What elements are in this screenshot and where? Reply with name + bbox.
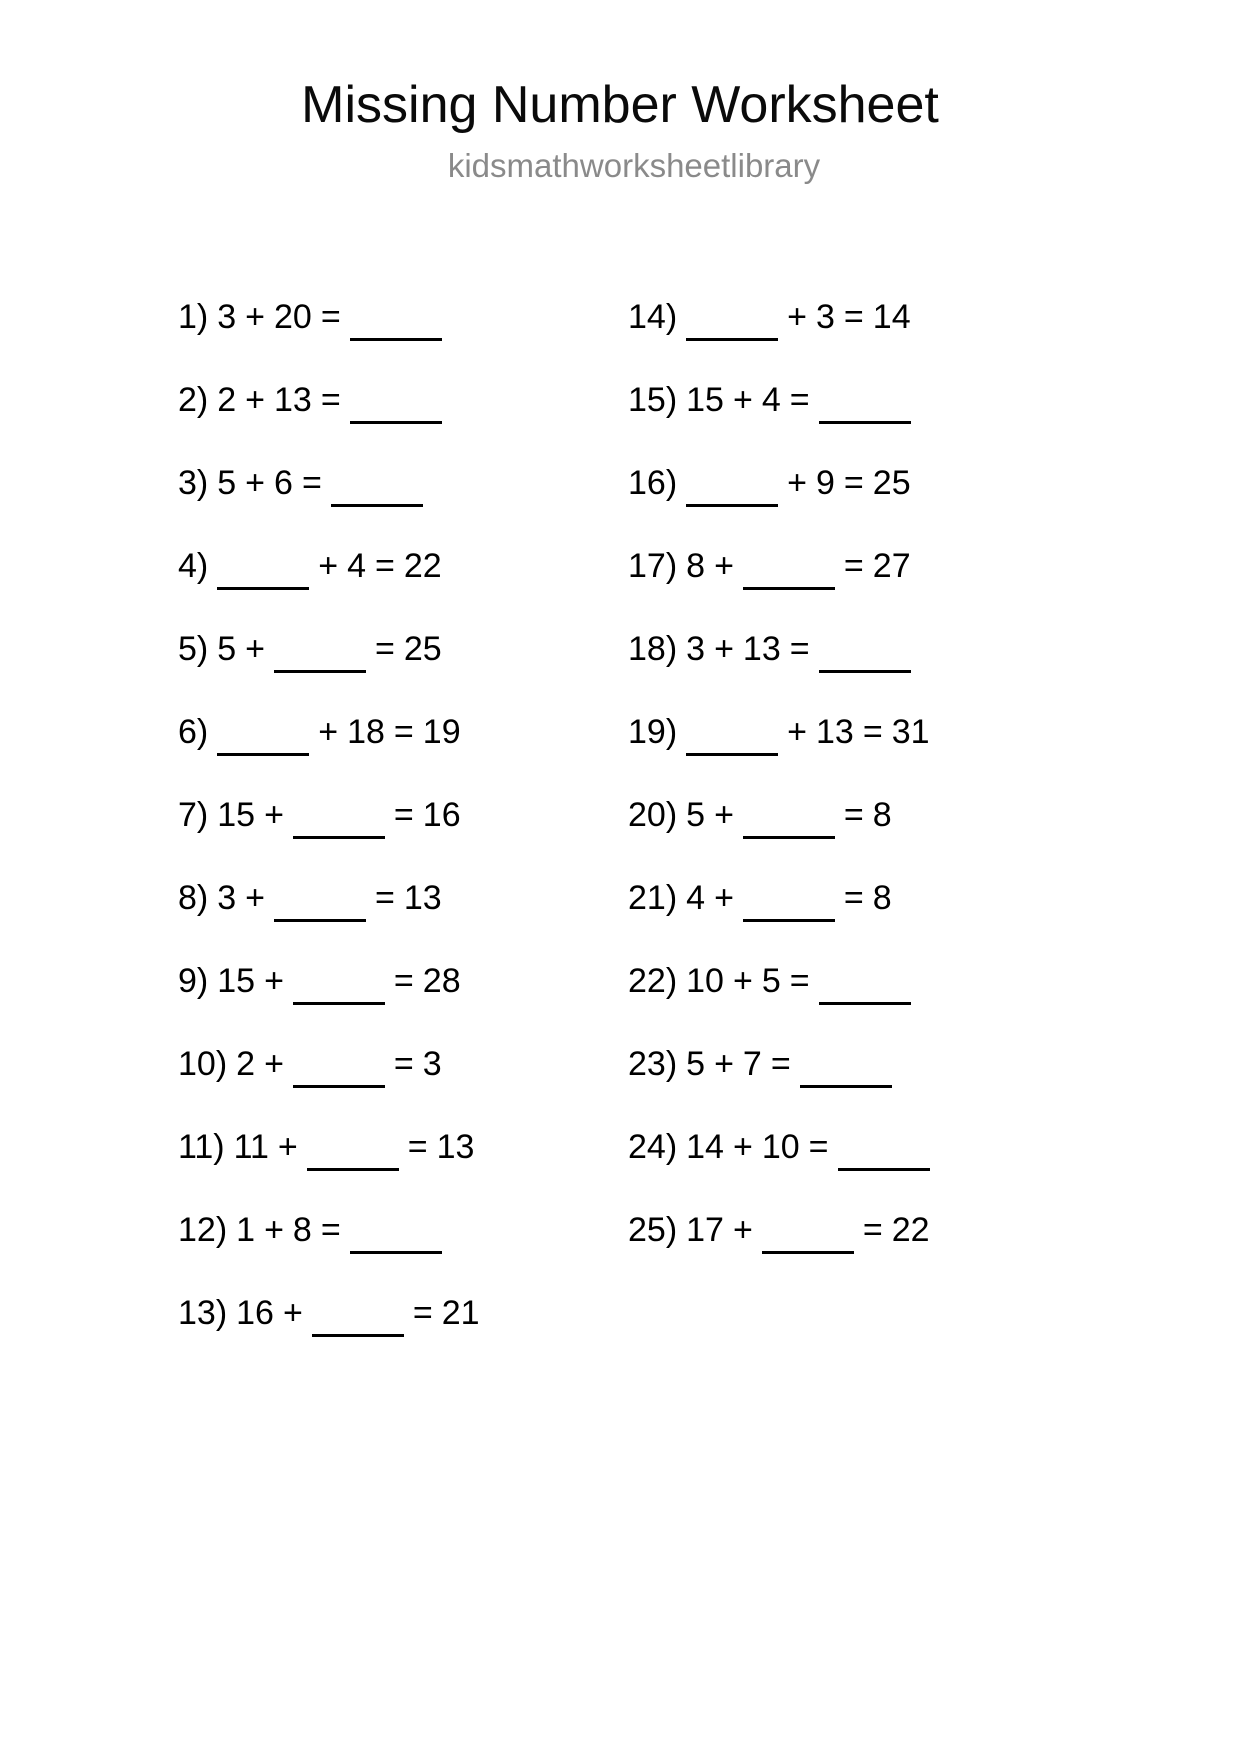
equals-operator: = [843, 879, 864, 917]
operand-first: 2 [217, 381, 237, 419]
problem-number: 25) [628, 1211, 678, 1249]
problem-row [178, 632, 628, 715]
result-value: 25 [872, 464, 911, 502]
answer-blank[interactable] [743, 561, 835, 590]
answer-blank[interactable] [762, 1225, 854, 1254]
answer-blank[interactable] [819, 644, 911, 673]
plus-operator: + [732, 1128, 753, 1166]
problem-row [178, 300, 628, 383]
problem-row [178, 1296, 628, 1379]
problem-row [178, 964, 628, 1047]
operand-first: 15 [686, 381, 724, 419]
equals-operator: = [808, 1128, 829, 1166]
plus-operator: + [264, 1045, 284, 1083]
plus-operator: + [245, 879, 266, 917]
answer-blank[interactable] [819, 395, 911, 424]
page-title: Missing Number Worksheet [301, 76, 939, 134]
problem-row [628, 715, 1058, 798]
problem-number: 22) [628, 962, 678, 1000]
result-value: 27 [872, 547, 911, 585]
operand-second: 18 [347, 713, 385, 751]
plus-operator: + [714, 879, 734, 917]
problem-number: 8) [178, 879, 209, 917]
problem-number: 20) [628, 796, 678, 834]
plus-operator: + [318, 713, 339, 751]
answer-blank[interactable] [307, 1142, 399, 1171]
operand-first: 3 [686, 630, 706, 668]
operand-second: 10 [761, 1128, 800, 1166]
plus-operator: + [245, 464, 266, 502]
plus-operator: + [245, 381, 266, 419]
operand-first: 17 [686, 1211, 724, 1249]
problem-row [628, 1213, 1058, 1296]
problem-number: 6) [178, 713, 209, 751]
problem-number: 19) [628, 713, 678, 751]
equals-operator: = [843, 547, 864, 585]
operand-first: 5 [686, 796, 706, 834]
plus-operator: + [282, 1294, 303, 1332]
answer-blank[interactable] [686, 478, 778, 507]
operand-first: 4 [686, 879, 706, 917]
problem-number: 21) [628, 879, 678, 917]
answer-blank[interactable] [743, 810, 835, 839]
plus-operator: + [264, 1211, 284, 1249]
operand-first: 15 [217, 796, 256, 834]
problem-row [628, 798, 1058, 881]
operand-second: 8 [292, 1211, 312, 1249]
problem-number: 9) [178, 962, 209, 1000]
problem-row [628, 1130, 1058, 1213]
answer-blank[interactable] [274, 644, 366, 673]
problem-row [628, 300, 1058, 383]
answer-blank[interactable] [293, 976, 385, 1005]
problem-row [178, 466, 628, 549]
plus-operator: + [732, 381, 753, 419]
equals-operator: = [412, 1294, 433, 1332]
problem-number: 13) [178, 1294, 228, 1332]
plus-operator: + [264, 796, 284, 834]
answer-blank[interactable] [350, 312, 442, 341]
answer-blank[interactable] [350, 1225, 442, 1254]
problem-row [178, 798, 628, 881]
problem-number: 11) [178, 1128, 225, 1166]
answer-blank[interactable] [686, 727, 778, 756]
result-value: 3 [422, 1045, 442, 1083]
answer-blank[interactable] [686, 312, 778, 341]
operand-second: 20 [274, 298, 312, 336]
problem-number: 10) [178, 1045, 228, 1083]
plus-operator: + [787, 298, 807, 336]
problem-columns [0, 300, 1240, 1379]
problem-row [178, 1213, 628, 1296]
equals-operator: = [789, 381, 810, 419]
plus-operator: + [714, 547, 734, 585]
operand-second: 4 [761, 381, 781, 419]
answer-blank[interactable] [743, 893, 835, 922]
equals-operator: = [301, 464, 322, 502]
page-subtitle: kidsmathworksheetlibrary [447, 146, 821, 184]
problem-number: 14) [628, 298, 678, 336]
problem-row [178, 383, 628, 466]
problem-number: 1) [178, 298, 209, 336]
operand-first: 5 [217, 464, 237, 502]
problem-row [178, 1047, 628, 1130]
operand-first: 2 [236, 1045, 256, 1083]
equals-operator: = [789, 630, 810, 668]
problem-number: 23) [628, 1045, 678, 1083]
result-value: 8 [872, 879, 892, 917]
answer-blank[interactable] [293, 810, 385, 839]
equals-operator: = [375, 879, 395, 917]
problem-number: 24) [628, 1128, 678, 1166]
problem-row [178, 549, 628, 632]
equals-operator: = [393, 796, 414, 834]
result-value: 21 [441, 1294, 480, 1332]
problem-row [628, 466, 1058, 549]
operand-first: 16 [236, 1294, 274, 1332]
problem-row [628, 881, 1058, 964]
answer-blank[interactable] [819, 976, 911, 1005]
operand-first: 11 [233, 1128, 269, 1166]
problem-row [178, 881, 628, 964]
operand-second: 13 [816, 713, 854, 751]
operand-second: 13 [742, 630, 781, 668]
operand-second: 3 [816, 298, 835, 336]
result-value: 13 [436, 1128, 475, 1166]
plus-operator: + [264, 962, 284, 1000]
problem-column-left [178, 300, 628, 1379]
problem-number: 17) [628, 547, 678, 585]
problem-number: 3) [178, 464, 209, 502]
plus-operator: + [787, 464, 807, 502]
operand-first: 15 [217, 962, 256, 1000]
problem-number: 16) [628, 464, 678, 502]
problem-row [628, 964, 1058, 1047]
problem-number: 5) [178, 630, 209, 668]
problem-number: 18) [628, 630, 678, 668]
equals-operator: = [393, 713, 414, 751]
answer-blank[interactable] [293, 1059, 385, 1088]
equals-operator: = [320, 1211, 341, 1249]
problem-number: 12) [178, 1211, 228, 1249]
equals-operator: = [375, 547, 395, 585]
answer-blank[interactable] [217, 727, 309, 756]
operand-first: 5 [686, 1045, 706, 1083]
plus-operator: + [732, 962, 753, 1000]
answer-blank[interactable] [217, 561, 309, 590]
answer-blank[interactable] [800, 1059, 892, 1088]
result-value: 31 [891, 713, 930, 751]
plus-operator: + [318, 547, 339, 585]
problem-number: 7) [178, 796, 209, 834]
plus-operator: + [714, 796, 734, 834]
result-value: 19 [422, 713, 461, 751]
equals-operator: = [789, 962, 810, 1000]
problem-column-right [628, 300, 1058, 1296]
answer-blank[interactable] [350, 395, 442, 424]
equals-operator: = [843, 796, 864, 834]
result-value: 28 [422, 962, 461, 1000]
equals-operator: = [320, 381, 341, 419]
result-value: 22 [891, 1211, 930, 1249]
operand-first: 8 [686, 547, 706, 585]
problem-row [178, 1130, 628, 1213]
problem-row [628, 383, 1058, 466]
operand-second: 6 [274, 464, 293, 502]
result-value: 13 [403, 879, 442, 917]
result-value: 22 [403, 547, 442, 585]
problem-row [628, 1047, 1058, 1130]
operand-second: 7 [742, 1045, 762, 1083]
operand-first: 10 [686, 962, 724, 1000]
equals-operator: = [862, 713, 883, 751]
equals-operator: = [843, 464, 864, 502]
plus-operator: + [277, 1128, 298, 1166]
problem-row [178, 715, 628, 798]
operand-first: 3 [217, 298, 237, 336]
problem-number: 2) [178, 381, 209, 419]
plus-operator: + [732, 1211, 753, 1249]
operand-first: 3 [217, 879, 237, 917]
operand-first: 1 [236, 1211, 256, 1249]
operand-first: 5 [217, 630, 237, 668]
equals-operator: = [862, 1211, 883, 1249]
plus-operator: + [245, 630, 266, 668]
answer-blank[interactable] [312, 1308, 404, 1337]
equals-operator: = [393, 962, 414, 1000]
plus-operator: + [714, 630, 734, 668]
worksheet-header [0, 0, 1240, 183]
plus-operator: + [787, 713, 807, 751]
result-value: 16 [422, 796, 461, 834]
equals-operator: = [320, 298, 341, 336]
equals-operator: = [375, 630, 395, 668]
operand-second: 5 [761, 962, 781, 1000]
operand-second: 4 [347, 547, 367, 585]
answer-blank[interactable] [331, 478, 423, 507]
problem-row [628, 549, 1058, 632]
result-value: 14 [872, 298, 911, 336]
equals-operator: = [770, 1045, 791, 1083]
answer-blank[interactable] [274, 893, 366, 922]
answer-blank[interactable] [838, 1142, 930, 1171]
result-value: 25 [403, 630, 442, 668]
operand-second: 9 [816, 464, 835, 502]
equals-operator: = [843, 298, 864, 336]
operand-first: 14 [686, 1128, 724, 1166]
equals-operator: = [407, 1128, 428, 1166]
plus-operator: + [245, 298, 266, 336]
operand-second: 13 [274, 381, 312, 419]
problem-number: 4) [178, 547, 209, 585]
result-value: 8 [872, 796, 892, 834]
equals-operator: = [393, 1045, 414, 1083]
plus-operator: + [714, 1045, 734, 1083]
problem-row [628, 632, 1058, 715]
problem-number: 15) [628, 381, 678, 419]
